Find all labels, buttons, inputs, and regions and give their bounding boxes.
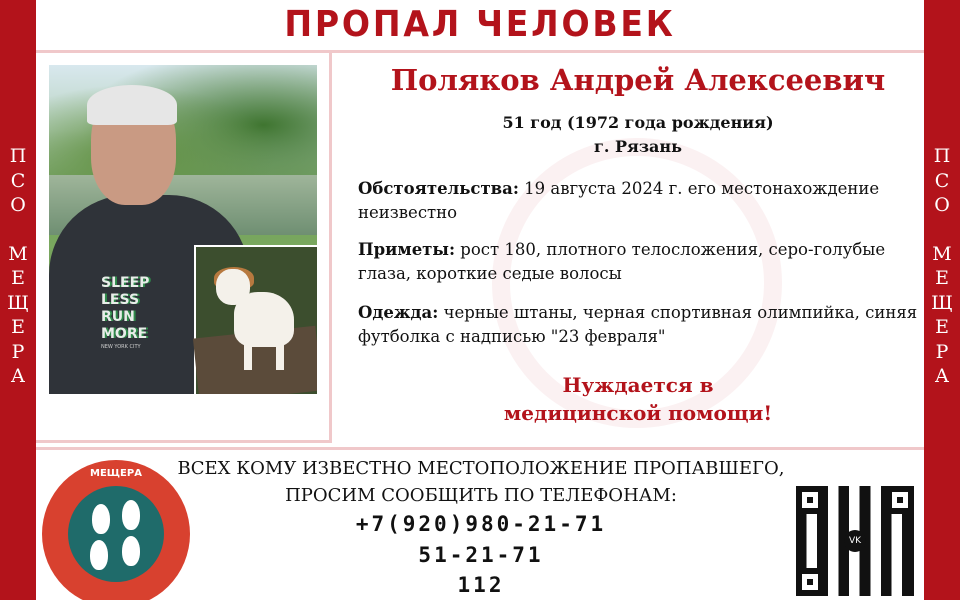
signs-text: рост 180, плотного телосложения, серо-голубые глаза, короткие седые волосы bbox=[358, 240, 886, 283]
side-letter: О bbox=[10, 194, 26, 216]
side-letter: Щ bbox=[931, 291, 953, 314]
side-letter: Е bbox=[935, 316, 949, 338]
contact-panel bbox=[36, 450, 924, 600]
side-label-left bbox=[0, 144, 36, 389]
side-letter: А bbox=[934, 365, 950, 387]
dog-leg bbox=[244, 342, 252, 370]
medical-notice bbox=[352, 371, 924, 427]
info-block bbox=[352, 53, 924, 448]
main-panel bbox=[36, 50, 924, 450]
side-letter: М bbox=[8, 242, 28, 265]
header-bar bbox=[36, 0, 924, 50]
side-label-right bbox=[924, 144, 960, 389]
shirt-line: RUN bbox=[101, 309, 135, 325]
side-letter: С bbox=[934, 169, 950, 192]
side-letter: Р bbox=[935, 340, 949, 363]
side-letter: Е bbox=[11, 267, 25, 289]
circumstances bbox=[358, 177, 918, 225]
phone-number[interactable]: 112 bbox=[457, 573, 505, 597]
medical-line: Нуждается в bbox=[562, 373, 714, 397]
signs bbox=[358, 238, 918, 286]
shirt-small-text: NEW YORK CITY bbox=[101, 344, 141, 350]
left-side-bar bbox=[0, 0, 36, 600]
side-letter: Щ bbox=[7, 291, 29, 314]
shirt-line: SLEEP bbox=[101, 275, 150, 291]
contact-line: ПРОСИМ СООБЩИТЬ ПО ТЕЛЕФОНАМ: bbox=[285, 485, 677, 506]
phone-number[interactable]: 51-21-71 bbox=[418, 543, 544, 567]
page-title: ПРОПАЛ ЧЕЛОВЕК bbox=[284, 4, 676, 45]
side-letter: Е bbox=[11, 316, 25, 338]
qr-code-icon[interactable] bbox=[796, 486, 914, 596]
phone-number[interactable]: +7(920)980-21-71 bbox=[355, 512, 607, 536]
vk-icon: VK bbox=[844, 530, 866, 552]
clothes-label: Одежда: bbox=[358, 303, 439, 322]
dog-photo bbox=[194, 245, 317, 394]
side-letter: Е bbox=[935, 267, 949, 289]
signs-label: Приметы: bbox=[358, 240, 456, 259]
side-letter: П bbox=[933, 145, 951, 167]
logo-text: МЕЩЕРА bbox=[90, 468, 142, 479]
circumstances-text: 19 августа 2024 г. его местонахождение неизвестно bbox=[358, 179, 880, 222]
cap-icon bbox=[87, 85, 177, 125]
person-photo bbox=[49, 65, 317, 394]
right-side-bar bbox=[924, 0, 960, 600]
dog-leg bbox=[276, 342, 284, 370]
photo-frame bbox=[36, 53, 332, 443]
shirt-line: MORE bbox=[101, 326, 148, 342]
side-letter: М bbox=[932, 242, 952, 265]
side-letter: О bbox=[934, 194, 950, 216]
side-letter: Р bbox=[11, 340, 25, 363]
person-name: Поляков Андрей Алексеевич bbox=[390, 63, 886, 97]
clothes bbox=[358, 301, 918, 349]
dog-head bbox=[216, 269, 250, 305]
medical-line: медицинской помощи! bbox=[503, 401, 773, 425]
shirt-print bbox=[101, 275, 181, 351]
clothes-text: черные штаны, черная спортивная олимпийка, синяя футболка с надписью "23 февраля" bbox=[358, 303, 918, 346]
side-letter: П bbox=[9, 145, 27, 167]
side-letter: А bbox=[10, 365, 26, 387]
contact-line: ВСЕХ КОМУ ИЗВЕСТНО МЕСТОПОЛОЖЕНИЕ ПРОПАВШЕГО, bbox=[177, 458, 785, 479]
person-age: 51 год (1972 года рождения) bbox=[502, 113, 774, 132]
circumstances-label: Обстоятельства: bbox=[358, 179, 519, 198]
side-letter: С bbox=[10, 169, 26, 192]
person-city: г. Рязань bbox=[594, 137, 682, 156]
shirt-line: LESS bbox=[101, 292, 140, 308]
